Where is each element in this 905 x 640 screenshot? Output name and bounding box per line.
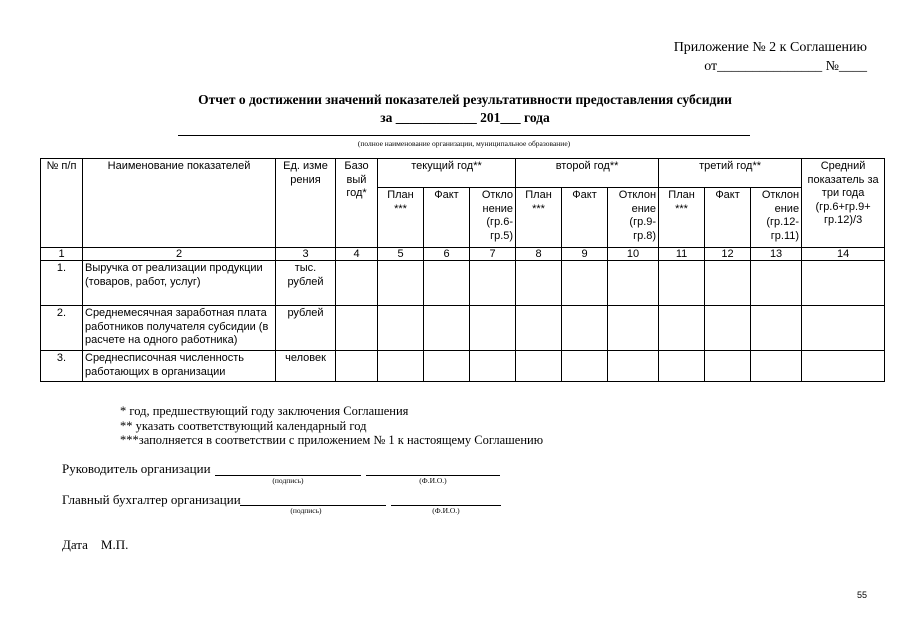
header-base-year: Базо вый год*	[336, 159, 378, 248]
accountant-fio-caption: (Ф.И.О.)	[432, 506, 460, 515]
empty-cell[interactable]	[705, 261, 751, 306]
row-indicator-name: Среднесписочная численность работающих в организации	[83, 351, 276, 382]
empty-cell[interactable]	[802, 306, 885, 351]
footnote-3: ***заполняется в соответствии с приложением № 1 к настоящему Соглашению	[120, 433, 544, 447]
organization-name-caption: (полное наименование организации, муниципальное образование)	[357, 139, 571, 148]
header-name: Наименование показателей	[83, 159, 276, 248]
empty-cell[interactable]	[751, 351, 802, 382]
empty-cell[interactable]	[470, 261, 516, 306]
col-number: 6	[424, 248, 470, 261]
appendix-title: Приложение № 2 к Соглашению	[673, 40, 867, 55]
empty-cell[interactable]	[608, 351, 659, 382]
col-number: 2	[83, 248, 276, 261]
header-fact-6: Факт	[424, 188, 470, 248]
header-current-year: текущий год**	[378, 159, 516, 188]
empty-cell[interactable]	[659, 261, 705, 306]
empty-cell[interactable]	[705, 306, 751, 351]
head-sign-caption: (подпись)	[272, 476, 304, 485]
table-header-row	[41, 159, 885, 188]
col-number: 1	[41, 248, 83, 261]
empty-cell[interactable]	[608, 261, 659, 306]
footnote-1: * год, предшествующий году заключения Соглашения	[120, 404, 409, 418]
row-unit: рублей	[276, 306, 336, 351]
head-fio-caption: (Ф.И.О.)	[419, 476, 447, 485]
row-indicator-name: Среднемесячная заработная плата работников получателя субсидии (в расчете на одного работника)	[83, 306, 276, 351]
appendix-header	[674, 38, 867, 76]
appendix-date-number: от_______________ №____	[704, 59, 867, 74]
empty-cell[interactable]	[424, 261, 470, 306]
header-fact-12: Факт	[705, 188, 751, 248]
col-number: 3	[276, 248, 336, 261]
row-number: 1.	[41, 261, 83, 306]
empty-cell[interactable]	[802, 261, 885, 306]
empty-cell[interactable]	[802, 351, 885, 382]
empty-cell[interactable]	[516, 306, 562, 351]
header-deviation-13: Отклон ение (гр.12- гр.11)	[751, 188, 802, 248]
header-second-year: второй год**	[516, 159, 659, 188]
empty-cell[interactable]	[516, 351, 562, 382]
empty-cell[interactable]	[562, 351, 608, 382]
empty-cell[interactable]	[705, 351, 751, 382]
accountant-sign-caption: (подпись)	[290, 506, 322, 515]
col-number: 9	[562, 248, 608, 261]
row-number: 3.	[41, 351, 83, 382]
column-number-row	[41, 248, 885, 261]
col-number: 14	[802, 248, 885, 261]
col-number: 10	[608, 248, 659, 261]
header-plan-8: План ***	[516, 188, 562, 248]
col-number: 13	[751, 248, 802, 261]
empty-cell[interactable]	[516, 261, 562, 306]
row-number: 2.	[41, 306, 83, 351]
head-signature-label: Руководитель организации	[62, 461, 211, 476]
header-average: Средний показатель за три года (гр.6+гр.9+ гр.12)/3	[802, 159, 885, 248]
table-row	[41, 351, 885, 382]
header-deviation-10: Отклон ение (гр.9- гр.8)	[608, 188, 659, 248]
empty-cell[interactable]	[424, 306, 470, 351]
table-row	[41, 306, 885, 351]
row-indicator-name: Выручка от реализации продукции (товаров, работ, услуг)	[83, 261, 276, 306]
table-row	[41, 261, 885, 306]
row-unit: человек	[276, 351, 336, 382]
results-table	[40, 158, 885, 382]
organization-name-line	[178, 135, 750, 136]
empty-cell[interactable]	[659, 351, 705, 382]
empty-cell[interactable]	[751, 261, 802, 306]
col-number: 8	[516, 248, 562, 261]
empty-cell[interactable]	[336, 351, 378, 382]
col-number: 11	[659, 248, 705, 261]
empty-cell[interactable]	[378, 261, 424, 306]
empty-cell[interactable]	[470, 351, 516, 382]
report-title	[0, 91, 905, 127]
empty-cell[interactable]	[470, 306, 516, 351]
col-number: 4	[336, 248, 378, 261]
header-unit: Ед. изме рения	[276, 159, 336, 248]
header-deviation-7: Откло нение (гр.6- гр.5)	[470, 188, 516, 248]
header-plan-5: План ***	[378, 188, 424, 248]
empty-cell[interactable]	[424, 351, 470, 382]
footnote-2: ** указать соответствующий календарный год	[120, 418, 367, 433]
date-stamp-line: Дата М.П.	[62, 537, 129, 552]
col-number: 7	[470, 248, 516, 261]
report-title-line1: Отчет о достижении значений показателей результативности предоставления субсидии	[198, 92, 732, 107]
accountant-signature-label: Главный бухгалтер организации	[62, 492, 241, 507]
header-num: № п/п	[41, 159, 83, 248]
empty-cell[interactable]	[336, 306, 378, 351]
empty-cell[interactable]	[608, 306, 659, 351]
empty-cell[interactable]	[562, 261, 608, 306]
header-fact-9: Факт	[562, 188, 608, 248]
header-plan-11: План ***	[659, 188, 705, 248]
empty-cell[interactable]	[378, 351, 424, 382]
footnotes	[120, 404, 543, 448]
report-title-line2: за ____________ 201___ года	[380, 110, 550, 125]
col-number: 5	[378, 248, 424, 261]
empty-cell[interactable]	[751, 306, 802, 351]
col-number: 12	[705, 248, 751, 261]
empty-cell[interactable]	[659, 306, 705, 351]
empty-cell[interactable]	[336, 261, 378, 306]
header-third-year: третий год**	[659, 159, 802, 188]
row-unit: тыс. рублей	[276, 261, 336, 306]
empty-cell[interactable]	[378, 306, 424, 351]
empty-cell[interactable]	[562, 306, 608, 351]
page-number: 55	[856, 590, 867, 600]
